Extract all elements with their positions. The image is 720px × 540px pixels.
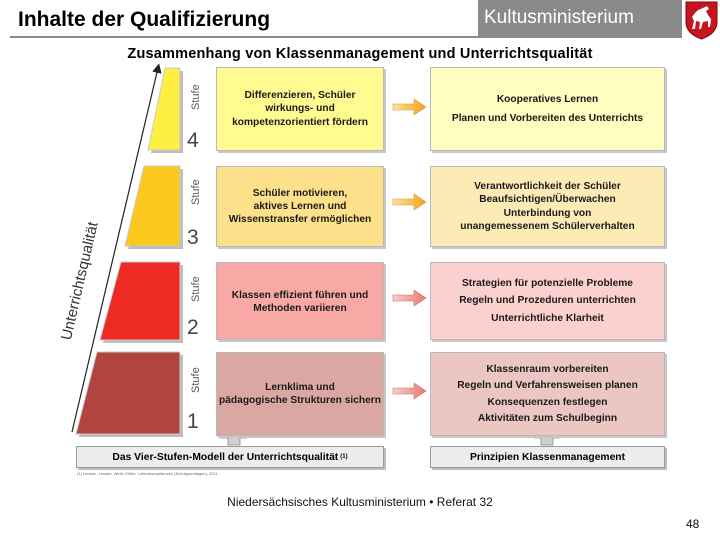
quality-text: Lernklima und bbox=[265, 382, 335, 393]
management-text: Verantwortlichkeit der Schüler bbox=[474, 181, 621, 192]
footer-text: Niedersächsisches Kultusministerium • Referat 32 bbox=[227, 495, 493, 509]
page-number: 48 bbox=[686, 517, 700, 531]
quality-text: Methoden variieren bbox=[253, 303, 347, 315]
four-stage-model-text: Das Vier-Stufen-Modell der Unterrichtsqualität bbox=[112, 451, 339, 463]
stufe-number-4: 4 bbox=[187, 129, 199, 152]
stufe-label-2: Stufe bbox=[190, 276, 202, 302]
quality-text: Klassen effizient führen und bbox=[231, 290, 369, 301]
management-text: Regeln und Prozeduren unterrichten bbox=[459, 295, 636, 307]
quality-box-level-1 bbox=[216, 352, 384, 436]
arrow-right-icon bbox=[393, 383, 426, 399]
management-text: unangemessenem Schülerverhalten bbox=[460, 220, 635, 232]
management-box-level-3 bbox=[430, 166, 665, 247]
stufe-label-4: Stufe bbox=[190, 84, 202, 110]
stufe-label-3: Stufe bbox=[190, 179, 202, 205]
level-4-block bbox=[148, 68, 183, 153]
quality-box-level-4 bbox=[216, 67, 384, 151]
stufe-label-1: Stufe bbox=[190, 367, 202, 393]
four-stage-model-label bbox=[76, 446, 384, 468]
classroom-management-label: Prinzipien Klassenmanagement bbox=[430, 446, 665, 468]
stufe-number-2: 2 bbox=[187, 316, 199, 339]
management-text: Beaufsichtigen/Überwachen bbox=[479, 194, 616, 206]
quality-text: aktives Lernen und bbox=[253, 200, 347, 212]
arrow-right-icon bbox=[393, 194, 426, 210]
quality-text: kompetenzorientiert fördern bbox=[232, 116, 368, 128]
diagram-title: Zusammenhang von Klassenmanagement und Unterrichtsqualität bbox=[127, 46, 593, 62]
quality-text: Schüler motivieren, bbox=[252, 187, 348, 199]
footnote: (1) Leutner, Lenske, Wirth, Köller, Lehrerkompetenzen (Schulgrundlagen), 2011 bbox=[77, 471, 218, 476]
quality-axis-label: Unterrichtsqualität bbox=[58, 220, 102, 342]
management-box-level-2 bbox=[430, 262, 665, 340]
arrow-right-icon bbox=[393, 290, 426, 306]
management-text: Konsequenzen festlegen bbox=[487, 396, 608, 408]
quality-text: wirkungs- und bbox=[265, 103, 335, 115]
management-box-level-4 bbox=[430, 67, 665, 151]
quality-text: pädagogische Strukturen sichern bbox=[219, 395, 381, 407]
management-text: Klassenraum vorbereiten bbox=[486, 364, 609, 375]
quality-box-level-2 bbox=[216, 262, 384, 340]
management-text: Unterrichtliche Klarheit bbox=[491, 312, 604, 324]
quality-text: Wissenstransfer ermöglichen bbox=[228, 214, 372, 226]
level-1-block bbox=[76, 352, 183, 437]
stufe-number-1: 1 bbox=[187, 410, 199, 433]
level-3-block bbox=[125, 166, 183, 249]
management-box-level-1 bbox=[430, 352, 665, 436]
management-text: Aktivitäten zum Schulbeginn bbox=[477, 412, 618, 424]
arrow-right-icon bbox=[393, 99, 426, 115]
slide-title: Inhalte der Qualifizierung bbox=[18, 8, 271, 31]
footnote-marker: (1) bbox=[340, 454, 348, 460]
management-text: Regeln und Verfahrensweisen planen bbox=[457, 380, 638, 392]
level-2-block bbox=[100, 262, 183, 343]
management-text: Unterbindung von bbox=[503, 207, 592, 219]
quality-text: Differenzieren, Schüler bbox=[244, 90, 356, 102]
quality-box-level-3 bbox=[216, 166, 384, 247]
management-text: Planen und Vorbereiten des Unterrichts bbox=[451, 113, 644, 124]
ministry-name: Kultusministerium bbox=[484, 7, 634, 28]
management-text: Kooperatives Lernen bbox=[496, 93, 599, 105]
stufe-number-3: 3 bbox=[187, 226, 199, 249]
management-text: Strategien für potenzielle Probleme bbox=[462, 278, 633, 290]
